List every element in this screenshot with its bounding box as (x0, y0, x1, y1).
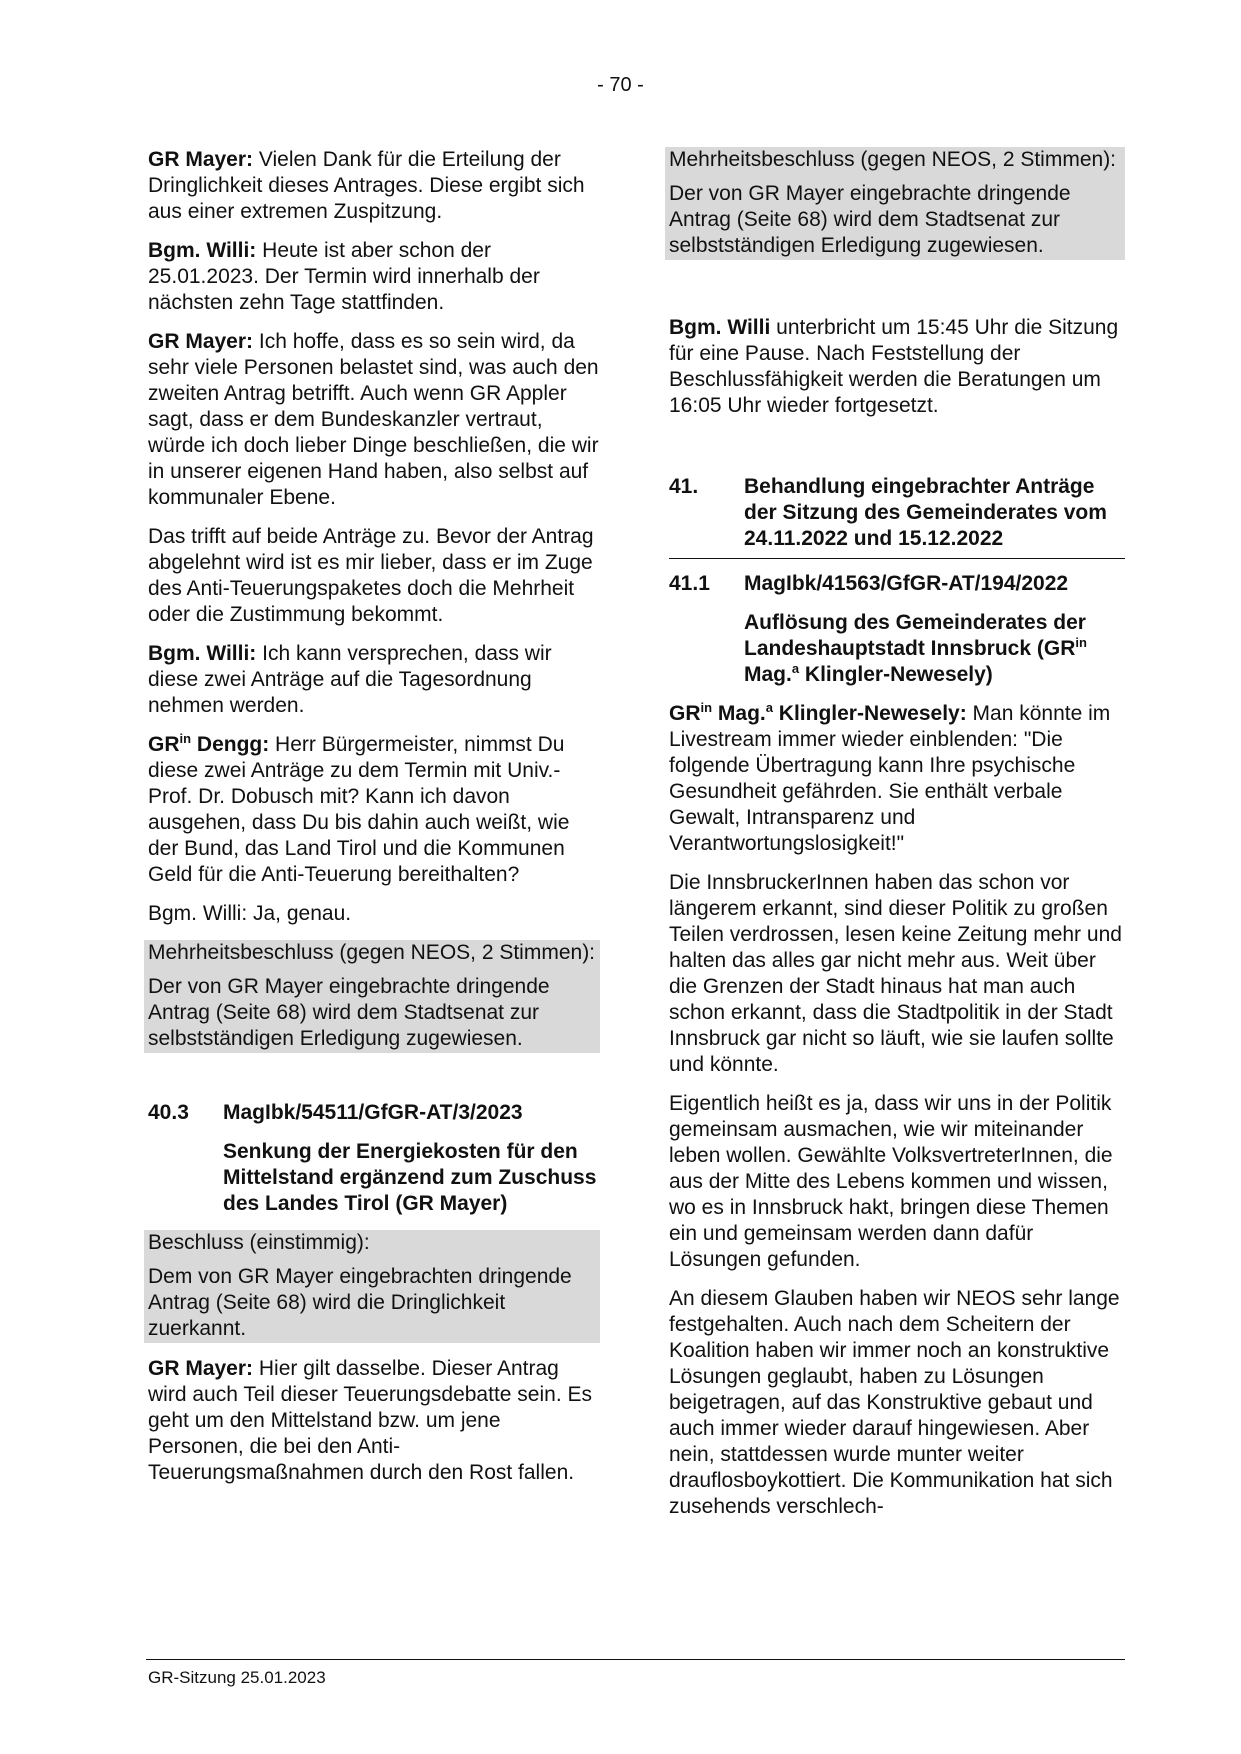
resolution-text: Dem von GR Mayer eingebrachten dringende Antrag (Seite 68) wird die Dringlichkeit zuerkannt. (148, 1265, 572, 1340)
resolution-text: Der von GR Mayer eingebrachte dringende Antrag (Seite 68) wird dem Stadtsenat zur selbstständigen Erledigung zugewiesen. (669, 182, 1071, 257)
resolution-type: Mehrheitsbeschluss (gegen NEOS, 2 Stimmen): (148, 941, 596, 964)
section-number: 41.1 (669, 572, 710, 595)
speaker: $GR^{in}$ Dengg: (148, 731, 270, 756)
speaker: Bgm. Willi: (148, 642, 257, 665)
speaker: $GR^{in}$ Mag.$^a$ Klingler-Newesely: (669, 700, 967, 725)
paragraph: An diesem Glauben haben wir NEOS sehr lange festgehalten. Auch nach dem Scheitern der Koalition haben wir immer noch an konstruktive Lösungen geglaubt, haben zu Lösungen beigetragen, auf das Konstruktive gebaut und auch immer wieder darauf hingewiesen. Aber nein, stattdessen wurde munter weiter drauflosboykottiert. Die Kommunikation hat sich zusehends verschlech- (669, 1287, 1120, 1518)
paragraph: Bgm. Willi: Ich kann versprechen, dass wir diese zwei Anträge auf die Tagesordnung nehmen werden. (148, 642, 552, 717)
paragraph: $GR^{in}$ Mag.$^a$ Klingler-Newesely: Man könnte im Livestream immer wieder einblenden: "Die folgende Übertragung kann Ihre psychische Gesundheit gefährden. Sie enthält verbale Gewalt, Intransparenz und Verantwortungslosigkeit!" (669, 700, 1111, 855)
paragraph: Das trifft auf beide Anträge zu. Bevor der Antrag abgelehnt wird ist es mir lieber, dass er im Zuge des Anti-Teuerungspaketes doch die Mehrheit oder die Zustimmung bekommt. (148, 525, 594, 626)
paragraph: GR Mayer: Vielen Dank für die Erteilung der Dringlichkeit dieses Antrages. Diese ergibt sich aus einer extremen Zuspitzung. (148, 148, 585, 223)
section-reference: MagIbk/54511/GfGR-AT/3/2023 (223, 1101, 523, 1124)
section-divider (669, 558, 1125, 559)
footer-divider (146, 1659, 1125, 1660)
left-column (148, 147, 600, 1499)
section-title: Auflösung des Gemeinderates der Landeshauptstadt Innsbruck ($GR^{in}$ Mag.$^a$ Klingler-Newesely) (744, 611, 1087, 686)
speaker: Bgm. Willi (669, 316, 771, 339)
page-number: - 70 - (597, 74, 644, 96)
section-heading (669, 571, 1125, 597)
paragraph: Die InnsbruckerInnen haben das schon vor längerem erkannt, sind dieser Politik zu großen Teilen verdrossen, lesen keine Zeitung mehr und halten das alles gar nicht mehr aus. Weit über die Grenzen der Stadt hinaus hat man auch schon erkannt, dass die Stadtpolitik in der Stadt Innsbruck gar nicht so läuft, wie sie laufen sollte und könnte. (669, 871, 1122, 1076)
right-column (669, 147, 1125, 1533)
section-title: Senkung der Energiekosten für den Mittelstand ergänzend zum Zuschuss des Landes Tirol (GR Mayer) (223, 1140, 597, 1215)
resolution-box (665, 147, 1125, 260)
resolution-box (144, 1230, 600, 1343)
paragraph: GR Mayer: Hier gilt dasselbe. Dieser Antrag wird auch Teil dieser Teuerungsdebatte sein. Es geht um den Mittelstand bzw. um jene Personen, die bei den Anti-Teuerungsmaßnahmen durch den Rost fallen. (148, 1357, 592, 1484)
footer-text: GR-Sitzung 25.01.2023 (148, 1668, 326, 1687)
speaker: GR Mayer: (148, 148, 254, 171)
paragraph: Eigentlich heißt es ja, dass wir uns in der Politik gemeinsam ausmachen, wie wir miteinander leben wollen. Gewählte VolksvertreterInnen, die aus der Mitte des Lebens kommen und wissen, wo es in Innsbruck hakt, bringen diese Themen ein und gemeinsam werden dann dafür Lösungen gefunden. (669, 1092, 1113, 1271)
section-heading (669, 474, 1125, 552)
speaker: GR Mayer: (148, 330, 254, 353)
paragraph: Bgm. Willi unterbricht um 15:45 Uhr die Sitzung für eine Pause. Nach Feststellung der Beschlussfähigkeit werden die Beratungen um 16:05 Uhr wieder fortgesetzt. (669, 316, 1119, 417)
section-title: Behandlung eingebrachter Anträge der Sitzung des Gemeinderates vom 24.11.2022 und 15.12.2022 (744, 475, 1107, 550)
resolution-box (144, 940, 600, 1053)
resolution-type: Beschluss (einstimmig): (148, 1231, 370, 1254)
speaker: Bgm. Willi: (148, 239, 257, 262)
paragraph: Bgm. Willi: Ja, genau. (148, 902, 352, 925)
section-heading (148, 1100, 600, 1126)
section-number: 41. (669, 475, 699, 498)
resolution-type: Mehrheitsbeschluss (gegen NEOS, 2 Stimmen): (669, 148, 1117, 171)
resolution-text: Der von GR Mayer eingebrachte dringende Antrag (Seite 68) wird dem Stadtsenat zur selbstständigen Erledigung zugewiesen. (148, 975, 550, 1050)
section-number: 40.3 (148, 1101, 189, 1124)
paragraph: $GR^{in}$ Dengg: Herr Bürgermeister, nimmst Du diese zwei Anträge zu dem Termin mit Univ.-Prof. Dr. Dobusch mit? Kann ich davon ausgehen, dass Du bis dahin auch weißt, wie der Bund, das Land Tirol und die Kommunen Geld für die Anti-Teuerung bereithalten? (148, 731, 570, 886)
section-reference: MagIbk/41563/GfGR-AT/194/2022 (744, 572, 1069, 595)
speaker: GR Mayer: (148, 1357, 254, 1380)
paragraph: Bgm. Willi: Heute ist aber schon der 25.01.2023. Der Termin wird innerhalb der nächsten zehn Tage stattfinden. (148, 239, 540, 314)
paragraph: GR Mayer: Ich hoffe, dass es so sein wird, da sehr viele Personen belastet sind, was auch den zweiten Antrag betrifft. Auch wenn GR Appler sagt, dass er dem Bundeskanzler vertraut, würde ich doch lieber Dinge beschließen, die wir in unserer eigenen Hand haben, also selbst auf kommunaler Ebene. (148, 330, 599, 509)
